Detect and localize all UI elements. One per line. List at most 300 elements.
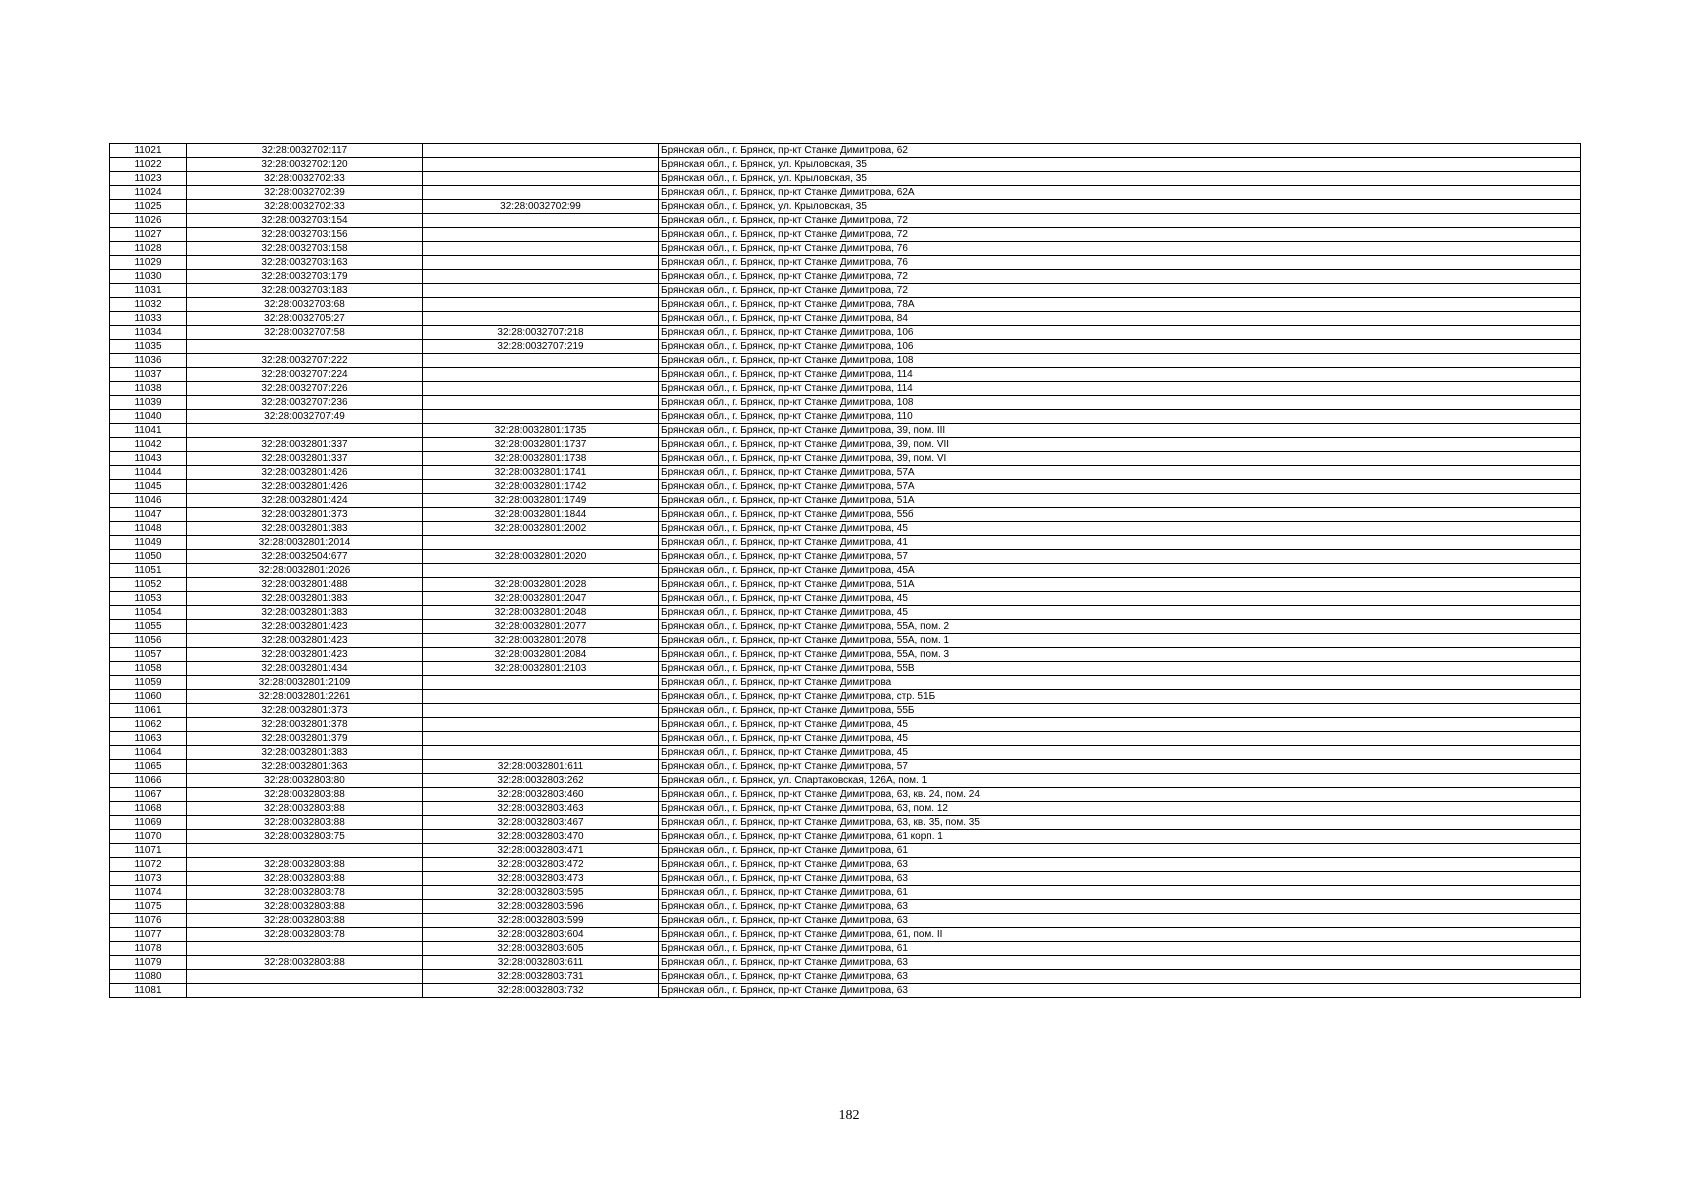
object-cadastral-number-cell: 32:28:0032801:2028 xyxy=(423,578,659,592)
table-row xyxy=(110,802,1581,816)
address-cell: Брянская обл., г. Брянск, пр-кт Станке Димитрова, 41 xyxy=(659,536,1581,550)
row-number-cell: 11050 xyxy=(110,550,187,564)
table-row xyxy=(110,144,1581,158)
row-number-cell: 11053 xyxy=(110,592,187,606)
address-cell: Брянская обл., г. Брянск, пр-кт Станке Димитрова, 45 xyxy=(659,592,1581,606)
object-cadastral-number-cell xyxy=(423,564,659,578)
land-cadastral-number-cell: 32:28:0032801:373 xyxy=(187,704,423,718)
row-number-cell: 11064 xyxy=(110,746,187,760)
table-row xyxy=(110,312,1581,326)
table-row xyxy=(110,354,1581,368)
row-number-cell: 11072 xyxy=(110,858,187,872)
land-cadastral-number-cell: 32:28:0032801:337 xyxy=(187,438,423,452)
table-row xyxy=(110,494,1581,508)
land-cadastral-number-cell: 32:28:0032801:337 xyxy=(187,452,423,466)
land-cadastral-number-cell: 32:28:0032702:33 xyxy=(187,200,423,214)
row-number-cell: 11054 xyxy=(110,606,187,620)
row-number-cell: 11028 xyxy=(110,242,187,256)
land-cadastral-number-cell: 32:28:0032801:426 xyxy=(187,466,423,480)
table-row xyxy=(110,984,1581,998)
row-number-cell: 11038 xyxy=(110,382,187,396)
object-cadastral-number-cell: 32:28:0032707:218 xyxy=(423,326,659,340)
land-cadastral-number-cell: 32:28:0032703:68 xyxy=(187,298,423,312)
table-row xyxy=(110,816,1581,830)
object-cadastral-number-cell: 32:28:0032801:1749 xyxy=(423,494,659,508)
land-cadastral-number-cell: 32:28:0032803:88 xyxy=(187,872,423,886)
address-cell: Брянская обл., г. Брянск, пр-кт Станке Димитрова, 55б xyxy=(659,508,1581,522)
table-row xyxy=(110,732,1581,746)
row-number-cell: 11068 xyxy=(110,802,187,816)
address-cell: Брянская обл., г. Брянск, пр-кт Станке Димитрова, 106 xyxy=(659,326,1581,340)
object-cadastral-number-cell: 32:28:0032803:605 xyxy=(423,942,659,956)
address-cell: Брянская обл., г. Брянск, ул. Крыловская, 35 xyxy=(659,200,1581,214)
object-cadastral-number-cell xyxy=(423,368,659,382)
object-cadastral-number-cell: 32:28:0032801:2078 xyxy=(423,634,659,648)
address-cell: Брянская обл., г. Брянск, пр-кт Станке Димитрова, 63 xyxy=(659,984,1581,998)
land-cadastral-number-cell: 32:28:0032801:488 xyxy=(187,578,423,592)
row-number-cell: 11045 xyxy=(110,480,187,494)
row-number-cell: 11062 xyxy=(110,718,187,732)
row-number-cell: 11070 xyxy=(110,830,187,844)
address-cell: Брянская обл., г. Брянск, пр-кт Станке Димитрова, 61 xyxy=(659,886,1581,900)
table-row xyxy=(110,690,1581,704)
land-cadastral-number-cell: 32:28:0032801:2261 xyxy=(187,690,423,704)
object-cadastral-number-cell: 32:28:0032803:471 xyxy=(423,844,659,858)
address-cell: Брянская обл., г. Брянск, пр-кт Станке Димитрова, 78А xyxy=(659,298,1581,312)
table-row xyxy=(110,970,1581,984)
address-cell: Брянская обл., г. Брянск, пр-кт Станке Димитрова, 63 xyxy=(659,872,1581,886)
land-cadastral-number-cell: 32:28:0032801:424 xyxy=(187,494,423,508)
object-cadastral-number-cell: 32:28:0032801:2020 xyxy=(423,550,659,564)
address-cell: Брянская обл., г. Брянск, пр-кт Станке Димитрова, 76 xyxy=(659,256,1581,270)
row-number-cell: 11023 xyxy=(110,172,187,186)
table-row xyxy=(110,242,1581,256)
address-cell: Брянская обл., г. Брянск, пр-кт Станке Димитрова, 45 xyxy=(659,522,1581,536)
object-cadastral-number-cell: 32:28:0032803:604 xyxy=(423,928,659,942)
object-cadastral-number-cell: 32:28:0032803:463 xyxy=(423,802,659,816)
row-number-cell: 11065 xyxy=(110,760,187,774)
object-cadastral-number-cell xyxy=(423,228,659,242)
object-cadastral-number-cell: 32:28:0032803:460 xyxy=(423,788,659,802)
address-cell: Брянская обл., г. Брянск, пр-кт Станке Димитрова, 45 xyxy=(659,746,1581,760)
table-row xyxy=(110,508,1581,522)
object-cadastral-number-cell xyxy=(423,354,659,368)
address-cell: Брянская обл., г. Брянск, пр-кт Станке Димитрова, 55В xyxy=(659,662,1581,676)
land-cadastral-number-cell: 32:28:0032801:373 xyxy=(187,508,423,522)
property-register-table xyxy=(109,143,1581,998)
land-cadastral-number-cell: 32:28:0032707:236 xyxy=(187,396,423,410)
address-cell: Брянская обл., г. Брянск, пр-кт Станке Димитрова, 61 xyxy=(659,942,1581,956)
object-cadastral-number-cell xyxy=(423,676,659,690)
land-cadastral-number-cell: 32:28:0032803:88 xyxy=(187,788,423,802)
land-cadastral-number-cell: 32:28:0032803:88 xyxy=(187,816,423,830)
object-cadastral-number-cell xyxy=(423,396,659,410)
address-cell: Брянская обл., г. Брянск, пр-кт Станке Димитрова, 61 корп. 1 xyxy=(659,830,1581,844)
table-row xyxy=(110,158,1581,172)
land-cadastral-number-cell xyxy=(187,340,423,354)
row-number-cell: 11057 xyxy=(110,648,187,662)
row-number-cell: 11079 xyxy=(110,956,187,970)
page-number: 182 xyxy=(838,1108,860,1123)
land-cadastral-number-cell: 32:28:0032801:378 xyxy=(187,718,423,732)
row-number-cell: 11021 xyxy=(110,144,187,158)
object-cadastral-number-cell: 32:28:0032707:219 xyxy=(423,340,659,354)
table-row xyxy=(110,592,1581,606)
row-number-cell: 11030 xyxy=(110,270,187,284)
row-number-cell: 11043 xyxy=(110,452,187,466)
land-cadastral-number-cell: 32:28:0032803:88 xyxy=(187,956,423,970)
table-row xyxy=(110,480,1581,494)
object-cadastral-number-cell: 32:28:0032803:467 xyxy=(423,816,659,830)
address-cell: Брянская обл., г. Брянск, пр-кт Станке Димитрова, 57А xyxy=(659,480,1581,494)
address-cell: Брянская обл., г. Брянск, пр-кт Станке Димитрова, 114 xyxy=(659,382,1581,396)
table-row xyxy=(110,844,1581,858)
register-body xyxy=(110,144,1581,998)
address-cell: Брянская обл., г. Брянск, пр-кт Станке Димитрова, 63 xyxy=(659,858,1581,872)
land-cadastral-number-cell: 32:28:0032504:677 xyxy=(187,550,423,564)
row-number-cell: 11052 xyxy=(110,578,187,592)
table-row xyxy=(110,886,1581,900)
row-number-cell: 11029 xyxy=(110,256,187,270)
land-cadastral-number-cell xyxy=(187,424,423,438)
address-cell: Брянская обл., г. Брянск, пр-кт Станке Димитрова, 114 xyxy=(659,368,1581,382)
row-number-cell: 11031 xyxy=(110,284,187,298)
row-number-cell: 11026 xyxy=(110,214,187,228)
row-number-cell: 11060 xyxy=(110,690,187,704)
row-number-cell: 11071 xyxy=(110,844,187,858)
object-cadastral-number-cell: 32:28:0032801:611 xyxy=(423,760,659,774)
table-row xyxy=(110,522,1581,536)
object-cadastral-number-cell: 32:28:0032801:2103 xyxy=(423,662,659,676)
table-row xyxy=(110,228,1581,242)
object-cadastral-number-cell xyxy=(423,256,659,270)
table-row xyxy=(110,410,1581,424)
row-number-cell: 11046 xyxy=(110,494,187,508)
object-cadastral-number-cell: 32:28:0032801:1742 xyxy=(423,480,659,494)
table-row xyxy=(110,466,1581,480)
object-cadastral-number-cell xyxy=(423,536,659,550)
land-cadastral-number-cell: 32:28:0032705:27 xyxy=(187,312,423,326)
address-cell: Брянская обл., г. Брянск, ул. Крыловская, 35 xyxy=(659,172,1581,186)
row-number-cell: 11059 xyxy=(110,676,187,690)
object-cadastral-number-cell: 32:28:0032803:596 xyxy=(423,900,659,914)
object-cadastral-number-cell: 32:28:0032801:1741 xyxy=(423,466,659,480)
row-number-cell: 11061 xyxy=(110,704,187,718)
address-cell: Брянская обл., г. Брянск, пр-кт Станке Димитрова, 55А, пом. 1 xyxy=(659,634,1581,648)
address-cell: Брянская обл., г. Брянск, пр-кт Станке Димитрова, 51А xyxy=(659,578,1581,592)
table-row xyxy=(110,830,1581,844)
object-cadastral-number-cell: 32:28:0032803:595 xyxy=(423,886,659,900)
land-cadastral-number-cell: 32:28:0032703:154 xyxy=(187,214,423,228)
table-row xyxy=(110,774,1581,788)
address-cell: Брянская обл., г. Брянск, пр-кт Станке Димитрова, 63 xyxy=(659,970,1581,984)
table-row xyxy=(110,956,1581,970)
row-number-cell: 11024 xyxy=(110,186,187,200)
table-row xyxy=(110,424,1581,438)
land-cadastral-number-cell: 32:28:0032703:183 xyxy=(187,284,423,298)
row-number-cell: 11075 xyxy=(110,900,187,914)
address-cell: Брянская обл., г. Брянск, пр-кт Станке Димитрова, 62А xyxy=(659,186,1581,200)
address-cell: Брянская обл., г. Брянск, пр-кт Станке Димитрова, 110 xyxy=(659,410,1581,424)
land-cadastral-number-cell: 32:28:0032703:163 xyxy=(187,256,423,270)
table-row xyxy=(110,340,1581,354)
land-cadastral-number-cell: 32:28:0032801:434 xyxy=(187,662,423,676)
address-cell: Брянская обл., г. Брянск, пр-кт Станке Димитрова, 45 xyxy=(659,718,1581,732)
table-row xyxy=(110,452,1581,466)
object-cadastral-number-cell xyxy=(423,704,659,718)
address-cell: Брянская обл., г. Брянск, пр-кт Станке Димитрова, 63 xyxy=(659,900,1581,914)
land-cadastral-number-cell: 32:28:0032702:120 xyxy=(187,158,423,172)
row-number-cell: 11040 xyxy=(110,410,187,424)
land-cadastral-number-cell: 32:28:0032801:426 xyxy=(187,480,423,494)
object-cadastral-number-cell: 32:28:0032803:731 xyxy=(423,970,659,984)
address-cell: Брянская обл., г. Брянск, пр-кт Станке Димитрова, 61 xyxy=(659,844,1581,858)
land-cadastral-number-cell: 32:28:0032801:423 xyxy=(187,648,423,662)
row-number-cell: 11063 xyxy=(110,732,187,746)
land-cadastral-number-cell: 32:28:0032803:75 xyxy=(187,830,423,844)
row-number-cell: 11039 xyxy=(110,396,187,410)
row-number-cell: 11042 xyxy=(110,438,187,452)
object-cadastral-number-cell xyxy=(423,746,659,760)
land-cadastral-number-cell: 32:28:0032702:33 xyxy=(187,172,423,186)
address-cell: Брянская обл., г. Брянск, пр-кт Станке Димитрова, 57 xyxy=(659,760,1581,774)
address-cell: Брянская обл., г. Брянск, пр-кт Станке Димитрова, 72 xyxy=(659,284,1581,298)
address-cell: Брянская обл., г. Брянск, пр-кт Станке Димитрова, 108 xyxy=(659,354,1581,368)
address-cell: Брянская обл., г. Брянск, пр-кт Станке Димитрова, 39, пом. III xyxy=(659,424,1581,438)
land-cadastral-number-cell: 32:28:0032801:2014 xyxy=(187,536,423,550)
land-cadastral-number-cell: 32:28:0032803:88 xyxy=(187,900,423,914)
table-row xyxy=(110,284,1581,298)
table-row xyxy=(110,270,1581,284)
row-number-cell: 11048 xyxy=(110,522,187,536)
land-cadastral-number-cell: 32:28:0032707:226 xyxy=(187,382,423,396)
row-number-cell: 11027 xyxy=(110,228,187,242)
row-number-cell: 11066 xyxy=(110,774,187,788)
row-number-cell: 11044 xyxy=(110,466,187,480)
address-cell: Брянская обл., г. Брянск, пр-кт Станке Димитрова, 63, кв. 24, пом. 24 xyxy=(659,788,1581,802)
row-number-cell: 11041 xyxy=(110,424,187,438)
table-row xyxy=(110,648,1581,662)
row-number-cell: 11076 xyxy=(110,914,187,928)
address-cell: Брянская обл., г. Брянск, пр-кт Станке Димитрова, 57А xyxy=(659,466,1581,480)
row-number-cell: 11067 xyxy=(110,788,187,802)
row-number-cell: 11035 xyxy=(110,340,187,354)
address-cell: Брянская обл., г. Брянск, пр-кт Станке Димитрова, 63 xyxy=(659,956,1581,970)
address-cell: Брянская обл., г. Брянск, пр-кт Станке Димитрова, 45 xyxy=(659,732,1581,746)
object-cadastral-number-cell: 32:28:0032801:1844 xyxy=(423,508,659,522)
table-row xyxy=(110,634,1581,648)
address-cell: Брянская обл., г. Брянск, пр-кт Станке Димитрова, 39, пом. VII xyxy=(659,438,1581,452)
object-cadastral-number-cell xyxy=(423,410,659,424)
land-cadastral-number-cell: 32:28:0032707:58 xyxy=(187,326,423,340)
row-number-cell: 11078 xyxy=(110,942,187,956)
address-cell: Брянская обл., г. Брянск, пр-кт Станке Димитрова, 72 xyxy=(659,228,1581,242)
land-cadastral-number-cell: 32:28:0032801:383 xyxy=(187,606,423,620)
land-cadastral-number-cell: 32:28:0032801:383 xyxy=(187,746,423,760)
address-cell: Брянская обл., г. Брянск, пр-кт Станке Димитрова, 45А xyxy=(659,564,1581,578)
object-cadastral-number-cell xyxy=(423,284,659,298)
table-row xyxy=(110,256,1581,270)
land-cadastral-number-cell: 32:28:0032707:222 xyxy=(187,354,423,368)
table-row xyxy=(110,536,1581,550)
address-cell: Брянская обл., г. Брянск, ул. Крыловская, 35 xyxy=(659,158,1581,172)
land-cadastral-number-cell xyxy=(187,984,423,998)
address-cell: Брянская обл., г. Брянск, пр-кт Станке Димитрова, 62 xyxy=(659,144,1581,158)
row-number-cell: 11032 xyxy=(110,298,187,312)
table-row xyxy=(110,676,1581,690)
table-row xyxy=(110,928,1581,942)
object-cadastral-number-cell: 32:28:0032803:611 xyxy=(423,956,659,970)
row-number-cell: 11055 xyxy=(110,620,187,634)
land-cadastral-number-cell: 32:28:0032801:383 xyxy=(187,592,423,606)
row-number-cell: 11022 xyxy=(110,158,187,172)
address-cell: Брянская обл., г. Брянск, пр-кт Станке Димитрова, 106 xyxy=(659,340,1581,354)
land-cadastral-number-cell: 32:28:0032707:224 xyxy=(187,368,423,382)
object-cadastral-number-cell xyxy=(423,382,659,396)
address-cell: Брянская обл., г. Брянск, пр-кт Станке Димитрова, 55А, пом. 2 xyxy=(659,620,1581,634)
land-cadastral-number-cell: 32:28:0032801:379 xyxy=(187,732,423,746)
address-cell: Брянская обл., г. Брянск, пр-кт Станке Димитрова, 108 xyxy=(659,396,1581,410)
table-row xyxy=(110,564,1581,578)
object-cadastral-number-cell: 32:28:0032803:473 xyxy=(423,872,659,886)
object-cadastral-number-cell: 32:28:0032801:1737 xyxy=(423,438,659,452)
address-cell: Брянская обл., г. Брянск, пр-кт Станке Димитрова, 39, пом. VI xyxy=(659,452,1581,466)
land-cadastral-number-cell: 32:28:0032702:117 xyxy=(187,144,423,158)
table-row xyxy=(110,214,1581,228)
land-cadastral-number-cell: 32:28:0032803:88 xyxy=(187,802,423,816)
row-number-cell: 11036 xyxy=(110,354,187,368)
land-cadastral-number-cell: 32:28:0032801:383 xyxy=(187,522,423,536)
object-cadastral-number-cell xyxy=(423,214,659,228)
row-number-cell: 11034 xyxy=(110,326,187,340)
land-cadastral-number-cell: 32:28:0032803:80 xyxy=(187,774,423,788)
row-number-cell: 11077 xyxy=(110,928,187,942)
land-cadastral-number-cell: 32:28:0032803:88 xyxy=(187,914,423,928)
row-number-cell: 11080 xyxy=(110,970,187,984)
object-cadastral-number-cell xyxy=(423,718,659,732)
table-row xyxy=(110,438,1581,452)
address-cell: Брянская обл., г. Брянск, пр-кт Станке Димитрова xyxy=(659,676,1581,690)
address-cell: Брянская обл., г. Брянск, пр-кт Станке Димитрова, 45 xyxy=(659,606,1581,620)
table-row xyxy=(110,200,1581,214)
land-cadastral-number-cell: 32:28:0032803:78 xyxy=(187,886,423,900)
table-row xyxy=(110,172,1581,186)
table-row xyxy=(110,326,1581,340)
table-row xyxy=(110,718,1581,732)
object-cadastral-number-cell: 32:28:0032801:2048 xyxy=(423,606,659,620)
object-cadastral-number-cell: 32:28:0032801:2002 xyxy=(423,522,659,536)
object-cadastral-number-cell xyxy=(423,242,659,256)
address-cell: Брянская обл., г. Брянск, пр-кт Станке Димитрова, 84 xyxy=(659,312,1581,326)
object-cadastral-number-cell: 32:28:0032803:732 xyxy=(423,984,659,998)
land-cadastral-number-cell: 32:28:0032703:158 xyxy=(187,242,423,256)
row-number-cell: 11056 xyxy=(110,634,187,648)
land-cadastral-number-cell: 32:28:0032707:49 xyxy=(187,410,423,424)
row-number-cell: 11049 xyxy=(110,536,187,550)
object-cadastral-number-cell xyxy=(423,270,659,284)
object-cadastral-number-cell: 32:28:0032801:1738 xyxy=(423,452,659,466)
object-cadastral-number-cell: 32:28:0032803:262 xyxy=(423,774,659,788)
land-cadastral-number-cell: 32:28:0032702:39 xyxy=(187,186,423,200)
land-cadastral-number-cell: 32:28:0032801:423 xyxy=(187,634,423,648)
table-row xyxy=(110,662,1581,676)
row-number-cell: 11047 xyxy=(110,508,187,522)
address-cell: Брянская обл., г. Брянск, пр-кт Станке Димитрова, 55Б xyxy=(659,704,1581,718)
row-number-cell: 11069 xyxy=(110,816,187,830)
table-row xyxy=(110,900,1581,914)
address-cell: Брянская обл., г. Брянск, пр-кт Станке Димитрова, 61, пом. II xyxy=(659,928,1581,942)
address-cell: Брянская обл., г. Брянск, пр-кт Станке Димитрова, 51А xyxy=(659,494,1581,508)
table-row xyxy=(110,186,1581,200)
object-cadastral-number-cell xyxy=(423,172,659,186)
address-cell: Брянская обл., г. Брянск, пр-кт Станке Димитрова, 55А, пом. 3 xyxy=(659,648,1581,662)
object-cadastral-number-cell xyxy=(423,732,659,746)
table-row xyxy=(110,578,1581,592)
address-cell: Брянская обл., г. Брянск, ул. Спартаковская, 126А, пом. 1 xyxy=(659,774,1581,788)
table-row xyxy=(110,606,1581,620)
object-cadastral-number-cell: 32:28:0032801:2077 xyxy=(423,620,659,634)
table-row xyxy=(110,746,1581,760)
land-cadastral-number-cell: 32:28:0032803:78 xyxy=(187,928,423,942)
table-row xyxy=(110,550,1581,564)
table-row xyxy=(110,382,1581,396)
table-row xyxy=(110,298,1581,312)
land-cadastral-number-cell: 32:28:0032801:423 xyxy=(187,620,423,634)
land-cadastral-number-cell xyxy=(187,970,423,984)
row-number-cell: 11033 xyxy=(110,312,187,326)
table-row xyxy=(110,872,1581,886)
address-cell: Брянская обл., г. Брянск, пр-кт Станке Димитрова, стр. 51Б xyxy=(659,690,1581,704)
object-cadastral-number-cell xyxy=(423,298,659,312)
row-number-cell: 11037 xyxy=(110,368,187,382)
object-cadastral-number-cell xyxy=(423,186,659,200)
object-cadastral-number-cell xyxy=(423,690,659,704)
table-row xyxy=(110,620,1581,634)
object-cadastral-number-cell: 32:28:0032801:2047 xyxy=(423,592,659,606)
object-cadastral-number-cell xyxy=(423,144,659,158)
row-number-cell: 11074 xyxy=(110,886,187,900)
land-cadastral-number-cell xyxy=(187,844,423,858)
table-row xyxy=(110,942,1581,956)
table-row xyxy=(110,858,1581,872)
land-cadastral-number-cell: 32:28:0032801:363 xyxy=(187,760,423,774)
address-cell: Брянская обл., г. Брянск, пр-кт Станке Димитрова, 76 xyxy=(659,242,1581,256)
object-cadastral-number-cell: 32:28:0032702:99 xyxy=(423,200,659,214)
table-row xyxy=(110,788,1581,802)
land-cadastral-number-cell xyxy=(187,942,423,956)
row-number-cell: 11073 xyxy=(110,872,187,886)
address-cell: Брянская обл., г. Брянск, пр-кт Станке Димитрова, 63, кв. 35, пом. 35 xyxy=(659,816,1581,830)
object-cadastral-number-cell: 32:28:0032803:599 xyxy=(423,914,659,928)
address-cell: Брянская обл., г. Брянск, пр-кт Станке Димитрова, 72 xyxy=(659,270,1581,284)
table-row xyxy=(110,368,1581,382)
table-row xyxy=(110,704,1581,718)
table-row xyxy=(110,396,1581,410)
row-number-cell: 11058 xyxy=(110,662,187,676)
object-cadastral-number-cell: 32:28:0032803:472 xyxy=(423,858,659,872)
object-cadastral-number-cell: 32:28:0032801:1735 xyxy=(423,424,659,438)
land-cadastral-number-cell: 32:28:0032703:179 xyxy=(187,270,423,284)
address-cell: Брянская обл., г. Брянск, пр-кт Станке Димитрова, 57 xyxy=(659,550,1581,564)
table-row xyxy=(110,760,1581,774)
row-number-cell: 11051 xyxy=(110,564,187,578)
land-cadastral-number-cell: 32:28:0032803:88 xyxy=(187,858,423,872)
row-number-cell: 11081 xyxy=(110,984,187,998)
address-cell: Брянская обл., г. Брянск, пр-кт Станке Димитрова, 63, пом. 12 xyxy=(659,802,1581,816)
table-row xyxy=(110,914,1581,928)
row-number-cell: 11025 xyxy=(110,200,187,214)
land-cadastral-number-cell: 32:28:0032801:2109 xyxy=(187,676,423,690)
